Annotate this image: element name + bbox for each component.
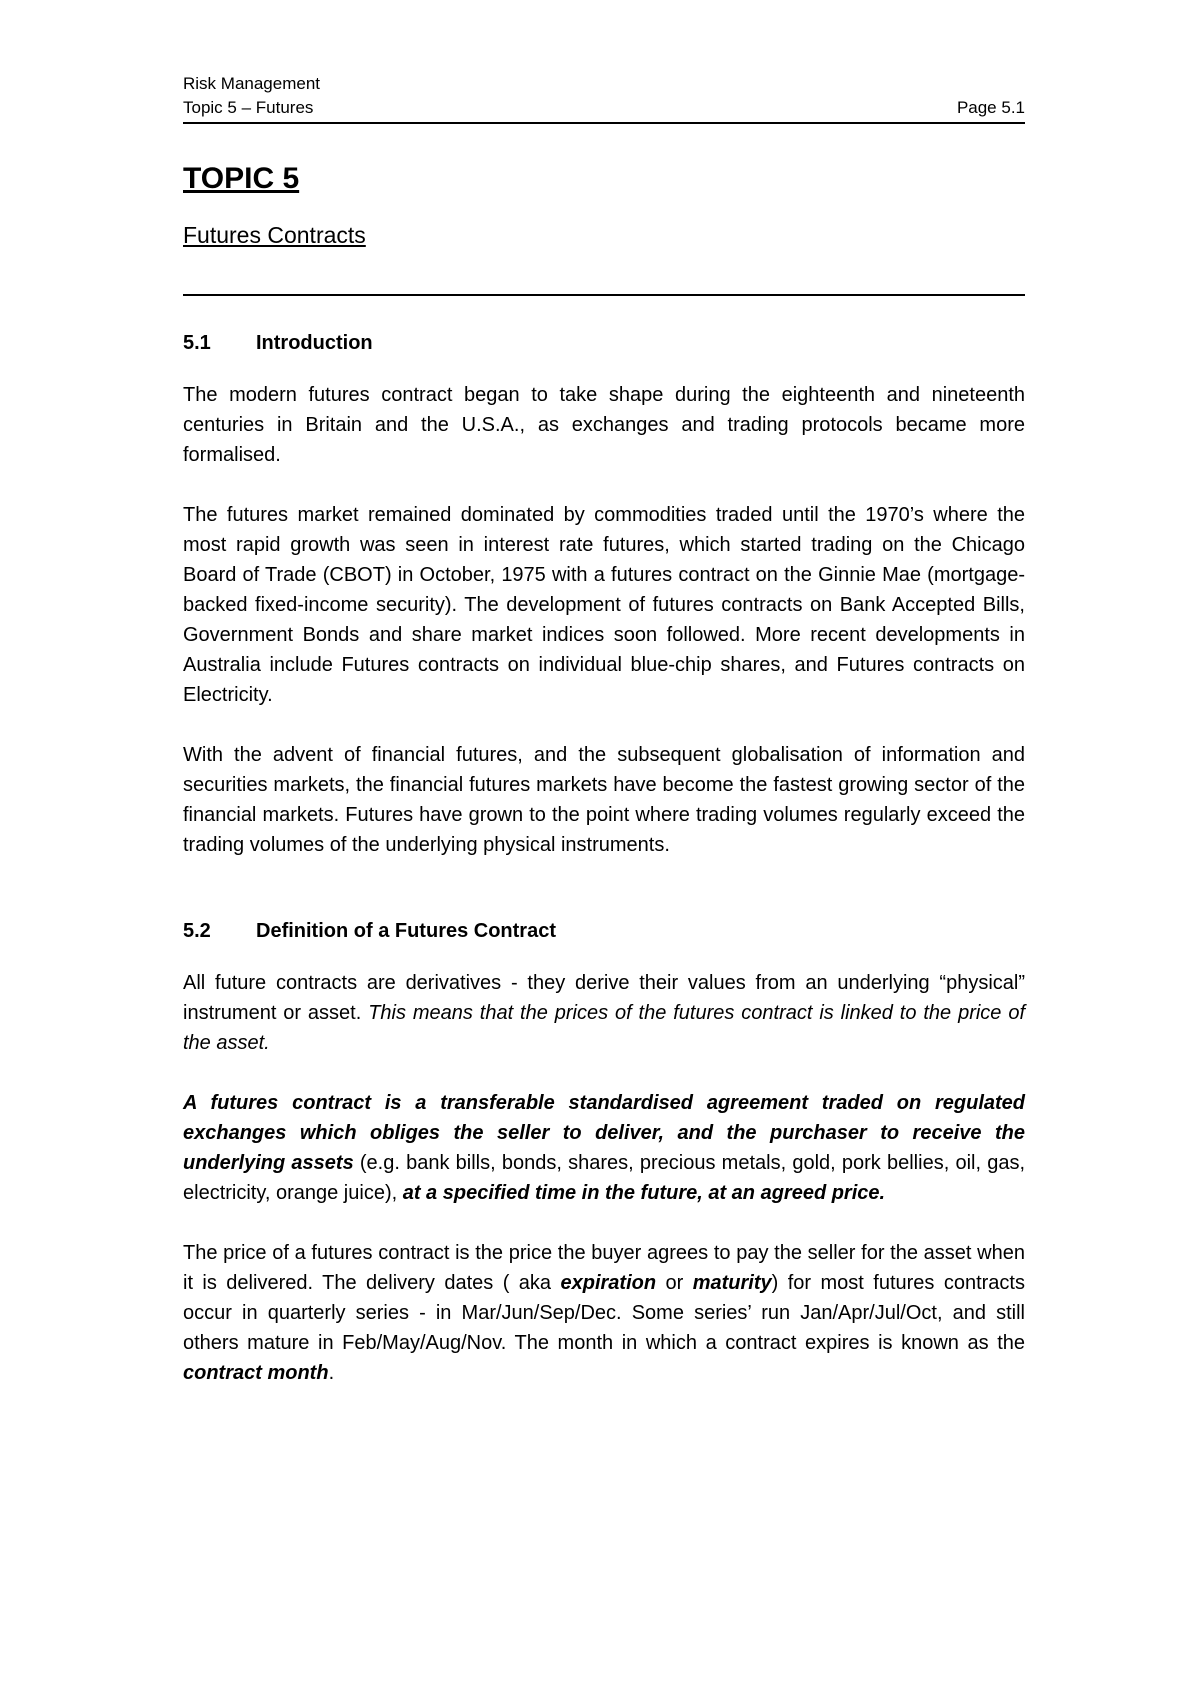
definition-paragraph-1 (183, 968, 1025, 1058)
header-rule (183, 122, 1025, 124)
definition-paragraph-3 (183, 1238, 1025, 1388)
text-run: ) for most futures contracts occur in quarterly series - in Mar/Jun/Sep/Dec. Some series’ run Jan/Apr/Jul/Oct, and still others mature in Feb/May/Aug/Nov. The month in which a contract expires is known as the (183, 1272, 1025, 1354)
header-page-number: Page 5.1 (956, 98, 1025, 117)
section-heading-introduction (183, 330, 1025, 356)
running-header (183, 72, 1025, 124)
bold-italic-text-run: . (879, 1182, 886, 1204)
header-course: Risk Management (183, 74, 321, 93)
italic-text-run: This means that the prices of the futures contract is linked to the price of the asset. (183, 1002, 1025, 1054)
bold-italic-text-run: maturity (692, 1272, 772, 1294)
section-number: 5.1 (183, 332, 211, 354)
bold-italic-text-run: A futures contract is a transferable standardised agreement traded on regulated exchanges which obliges the seller to deliver, and the purchaser to receive the underlying assets (183, 1092, 1025, 1174)
intro-paragraph-2: The futures market remained dominated by commodities traded until the 1970’s where the most rapid growth was seen in interest rate futures, which started trading on the Chicago Board of Trade (CBOT) in October, 1975 with a futures contract on the Ginnie Mae (mortgage-backed fixed-income security). The development of futures contracts on Bank Accepted Bills, Government Bonds and share market indices soon followed. More recent developments in Australia include Futures contracts on individual blue-chip shares, and Futures contracts on Electricity. (183, 504, 1025, 706)
section-title: Definition of a Futures Contract (256, 920, 556, 942)
section-title: Introduction (256, 332, 373, 354)
bold-italic-text-run: at a specified time in the future, at an agreed price (402, 1182, 880, 1204)
title-rule (183, 294, 1025, 296)
topic-subtitle: Futures Contracts (183, 222, 366, 248)
text-run: . (328, 1362, 335, 1384)
text-run: The price of a futures contract is the price the buyer agrees to pay the seller for the asset when it is delivered. The delivery dates ( aka (183, 1242, 1025, 1294)
bold-italic-text-run: contract month (183, 1362, 329, 1384)
section-number: 5.2 (183, 920, 211, 942)
definition-paragraph-2 (183, 1088, 1025, 1208)
intro-paragraph-3: With the advent of financial futures, and the subsequent globalisation of information and securities markets, the financial futures markets have become the fastest growing sector of the financial markets. Futures have grown to the point where trading volumes regularly exceed the trading volumes of the underlying physical instruments. (183, 744, 1025, 856)
topic-title: TOPIC 5 (183, 162, 300, 195)
text-run: (e.g. bank bills, bonds, shares, precious metals, gold, pork bellies, oil, gas, electricity, orange juice), (183, 1152, 1026, 1204)
text-run: All future contracts are derivatives - they derive their values from an underlying “physical” instrument or asset. (183, 972, 1025, 1024)
bold-italic-text-run: expiration (560, 1272, 657, 1294)
header-topic: Topic 5 – Futures (183, 98, 314, 117)
section-heading-definition (183, 918, 1025, 944)
text-run: or (656, 1272, 693, 1294)
intro-paragraph-1: The modern futures contract began to take shape during the eighteenth and nineteenth centuries in Britain and the U.S.A., as exchanges and trading protocols became more formalised. (183, 384, 1025, 466)
document-page (183, 72, 1025, 1388)
